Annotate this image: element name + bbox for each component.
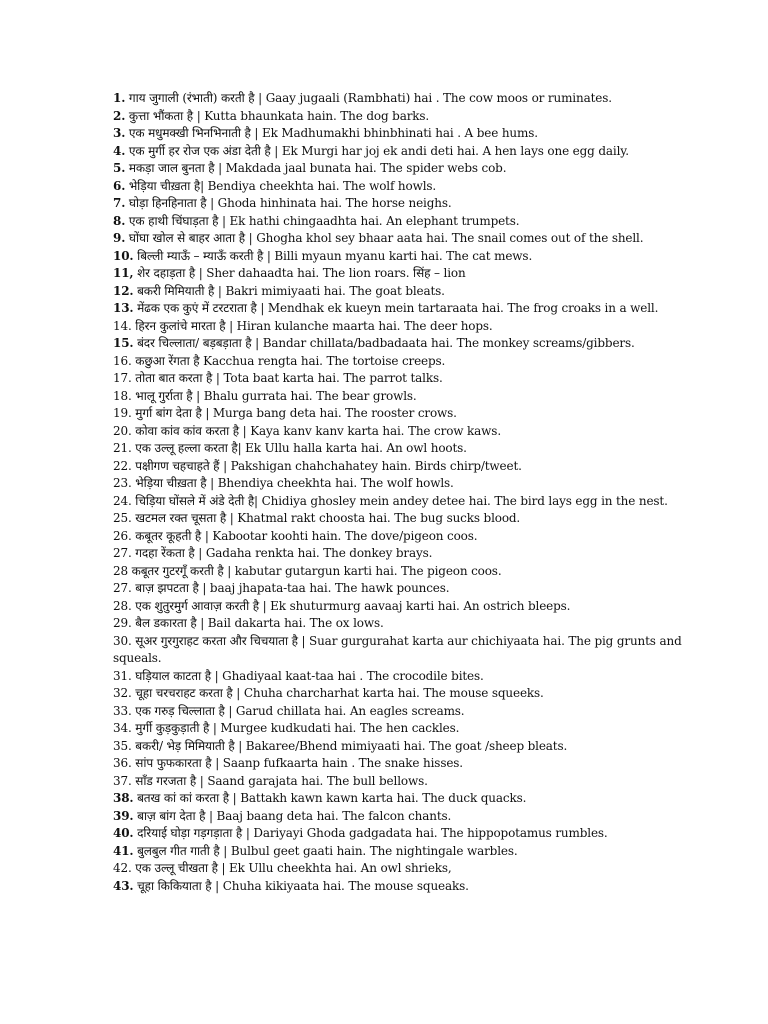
item-number: 28. xyxy=(113,598,132,613)
list-item xyxy=(113,160,723,178)
item-number: 41. xyxy=(113,843,134,858)
list-item xyxy=(113,90,723,108)
item-text: शेर दहाड़ता है | Sher dahaadta hai. The lion roars. सिंह – lion xyxy=(133,266,466,280)
item-text: एक हाथी चिंघाड़ता है | Ek hathi chingaadhta hai. An elephant trumpets. xyxy=(125,213,520,228)
item-text: सूअर गुरगुराहट करता और चिचयाता है | Suar gurgurahat karta aur chichiyaata hai. The pig grunts and squeals. xyxy=(113,633,682,665)
list-item xyxy=(113,563,723,581)
list-item xyxy=(113,178,723,196)
item-text: चिड़िया घोंसले में अंडे देती है| Chidiya ghosley mein andey detee hai. The bird lays egg in the nest. xyxy=(131,493,668,508)
item-text: भेड़िया चीख़ता है| Bendiya cheekhta hai. The wolf howls. xyxy=(125,178,437,193)
item-number: 29. xyxy=(113,616,132,630)
item-text: भेड़िया चीख़ता है | Bhendiya cheekhta hai. The wolf howls. xyxy=(131,476,454,490)
item-text: मकड़ा जाल बुनता है | Makdada jaal bunata hai. The spider webs cob. xyxy=(125,161,507,175)
item-number: 34. xyxy=(113,721,132,735)
list-item xyxy=(113,510,723,528)
item-number: 13. xyxy=(113,301,134,315)
item-number: 33. xyxy=(113,703,132,718)
list-item xyxy=(113,143,723,161)
list-item xyxy=(113,860,723,878)
item-text: कबूतर गुटरगूँ करती है | kabutar gutargun karti hai. The pigeon coos. xyxy=(127,563,502,578)
item-number: 9. xyxy=(113,231,126,245)
item-number: 5. xyxy=(113,161,126,175)
item-text: बकरी मिमियाती है | Bakri mimiyaati hai. The goat bleats. xyxy=(133,283,445,298)
item-text: एक मधुमक्खी भिनभिनाती है | Ek Madhumakhi bhinbhinati hai . A bee hums. xyxy=(125,126,538,140)
list-item xyxy=(113,685,723,703)
list-item xyxy=(113,248,723,266)
list-item xyxy=(113,598,723,616)
list-item xyxy=(113,283,723,301)
item-number: 15. xyxy=(113,336,134,350)
item-number: 42. xyxy=(113,861,132,875)
list-item xyxy=(113,353,723,371)
list-item xyxy=(113,720,723,738)
item-number: 19. xyxy=(113,406,132,420)
list-item xyxy=(113,423,723,441)
item-text: मेंढक एक कुएं में टरटराता है | Mendhak ek kueyn mein tartaraata hai. The frog croaks in a well. xyxy=(133,301,659,315)
item-number: 16. xyxy=(113,353,132,368)
list-item xyxy=(113,213,723,231)
item-number: 26. xyxy=(113,528,132,543)
item-text: मुर्गी कुड़कुड़ाती है | Murgee kudkudati hai. The hen cackles. xyxy=(131,721,460,735)
item-text: साँड गरजता है | Saand garajata hai. The bull bellows. xyxy=(131,773,428,788)
list-item xyxy=(113,475,723,493)
item-text: सांप फुफकारता है | Saanp fufkaarta hain . The snake hisses. xyxy=(131,756,463,770)
list-item xyxy=(113,405,723,423)
item-number: 7. xyxy=(113,196,126,210)
item-text: हिरन कुलांचे मारता है | Hiran kulanche maarta hai. The deer hops. xyxy=(131,318,493,333)
list-item xyxy=(113,230,723,248)
list-item xyxy=(113,790,723,808)
item-number: 23. xyxy=(113,476,132,490)
list-item xyxy=(113,808,723,826)
list-item xyxy=(113,440,723,458)
item-text: चूहा चरचराहट करता है | Chuha charcharhat karta hai. The mouse squeeks. xyxy=(131,686,544,700)
list-item xyxy=(113,108,723,126)
list-item xyxy=(113,265,723,283)
list-item xyxy=(113,318,723,336)
item-number: 27. xyxy=(113,546,132,560)
list-item xyxy=(113,125,723,143)
item-number: 38. xyxy=(113,791,134,805)
item-number: 32. xyxy=(113,686,132,700)
item-number: 10. xyxy=(113,248,134,263)
item-text: खटमल रक्त चूसता है | Khatmal rakt choosta hai. The bug sucks blood. xyxy=(131,511,521,525)
item-number: 14. xyxy=(113,318,132,333)
item-text: एक शुतुरमुर्ग आवाज़ करती है | Ek shuturmurg aavaaj karti hai. An ostrich bleeps. xyxy=(131,598,571,613)
item-number: 8. xyxy=(113,213,126,228)
item-number: 43. xyxy=(113,878,134,893)
item-text: घोंघा खोल से बाहर आता है | Ghogha khol sey bhaar aata hai. The snail comes out of the shell. xyxy=(125,231,644,245)
item-number: 36. xyxy=(113,756,132,770)
list-item xyxy=(113,755,723,773)
item-text: कबूतर कूहती है | Kabootar koohti hain. The dove/pigeon coos. xyxy=(131,528,478,543)
list-item xyxy=(113,493,723,511)
list-item xyxy=(113,633,723,668)
item-number: 25. xyxy=(113,511,132,525)
item-text: घड़ियाल काटता है | Ghadiyaal kaat-taa hai . The crocodile bites. xyxy=(131,668,484,683)
item-number: 35. xyxy=(113,738,132,753)
item-number: 24. xyxy=(113,493,132,508)
item-text: बैल डकारता है | Bail dakarta hai. The ox lows. xyxy=(131,616,384,630)
list-item xyxy=(113,528,723,546)
item-number: 37. xyxy=(113,773,132,788)
list-item xyxy=(113,335,723,353)
item-text: मुर्गा बांग देता है | Murga bang deta hai. The rooster crows. xyxy=(131,406,457,420)
item-number: 40. xyxy=(113,826,134,840)
item-number: 17. xyxy=(113,371,132,385)
item-text: दरियाई घोड़ा गड़गड़ाता है | Dariyayi Ghoda gadgadata hai. The hippopotamus rumbles. xyxy=(133,826,608,840)
item-text: एक उल्लू हल्ला करता है| Ek Ullu halla karta hai. An owl hoots. xyxy=(131,441,467,455)
list-item xyxy=(113,545,723,563)
list-item xyxy=(113,388,723,406)
item-number: 20. xyxy=(113,423,132,438)
item-text: तोता बात करता है | Tota baat karta hai. The parrot talks. xyxy=(131,371,443,385)
item-number: 39. xyxy=(113,808,134,823)
item-number: 18. xyxy=(113,388,132,403)
list-item xyxy=(113,773,723,791)
item-number: 12. xyxy=(113,283,134,298)
item-text: गाय जुगाली (रंभाती) करती है | Gaay jugaali (Rambhati) hai . The cow moos or ruminates. xyxy=(125,91,612,105)
list-item xyxy=(113,668,723,686)
item-number: 4. xyxy=(113,143,126,158)
item-text: पक्षीगण चहचाहते हैं | Pakshigan chahchahatey hain. Birds chirp/tweet. xyxy=(131,458,522,473)
item-number: 2. xyxy=(113,108,126,123)
item-text: बिल्ली म्याऊँ – म्याऊँ करती है | Billi myaun myanu karti hai. The cat mews. xyxy=(133,248,533,263)
list-item xyxy=(113,615,723,633)
item-number: 31. xyxy=(113,668,132,683)
item-text: एक गरुड़ चिल्लाता है | Garud chillata hai. An eagles screams. xyxy=(131,703,465,718)
list-item xyxy=(113,703,723,721)
item-text: कोवा कांव कांव करता है | Kaya kanv kanv karta hai. The crow kaws. xyxy=(131,423,501,438)
item-text: चूहा किकियाता है | Chuha kikiyaata hai. The mouse squeaks. xyxy=(133,878,469,893)
list-item xyxy=(113,195,723,213)
item-text: बंदर चिल्लाता/ बड़बड़ाता है | Bandar chillata/badbadaata hai. The monkey screams/gibbers. xyxy=(133,336,635,350)
item-text: कुत्ता भौंकता है | Kutta bhaunkata hain. The dog barks. xyxy=(125,108,430,123)
item-number: 11, xyxy=(113,266,134,280)
item-number: 27. xyxy=(113,581,132,595)
item-number: 21. xyxy=(113,441,132,455)
item-text: एक मुर्गी हर रोज एक अंडा देती है | Ek Murgi har joj ek andi deti hai. A hen lays one egg daily. xyxy=(125,143,629,158)
list-item xyxy=(113,738,723,756)
item-text: बाज़ बांग देता है | Baaj baang deta hai. The falcon chants. xyxy=(133,808,452,823)
item-text: बकरी/ भेड़ मिमियाती है | Bakaree/Bhend mimiyaati hai. The goat /sheep bleats. xyxy=(131,738,568,753)
item-number: 22. xyxy=(113,458,132,473)
item-text: गदहा रेंकता है | Gadaha renkta hai. The donkey brays. xyxy=(131,546,433,560)
item-number: 30. xyxy=(113,633,132,648)
item-number: 3. xyxy=(113,126,126,140)
list-item xyxy=(113,878,723,896)
item-text: भालू गुर्राता है | Bhalu gurrata hai. The bear growls. xyxy=(131,388,417,403)
item-number: 28 xyxy=(113,563,128,578)
list-item xyxy=(113,370,723,388)
item-text: बुलबुल गीत गाती है | Bulbul geet gaati hain. The nightingale warbles. xyxy=(133,843,518,858)
item-text: घोड़ा हिनहिनाता है | Ghoda hinhinata hai. The horse neighs. xyxy=(125,196,452,210)
list-item xyxy=(113,458,723,476)
item-text: बाज़ झपटता है | baaj jhapata-taa hai. The hawk pounces. xyxy=(131,581,450,595)
animal-sounds-list xyxy=(113,90,723,895)
item-text: बतख कां कां करता है | Battakh kawn kawn karta hai. The duck quacks. xyxy=(133,791,527,805)
list-item xyxy=(113,825,723,843)
list-item xyxy=(113,843,723,861)
item-text: कछुआ रेंगता है Kacchua rengta hai. The tortoise creeps. xyxy=(131,353,446,368)
item-text: एक उल्लू चीखता है | Ek Ullu cheekhta hai. An owl shrieks, xyxy=(131,861,452,875)
item-number: 1. xyxy=(113,91,126,105)
item-number: 6. xyxy=(113,178,126,193)
list-item xyxy=(113,580,723,598)
list-item xyxy=(113,300,723,318)
